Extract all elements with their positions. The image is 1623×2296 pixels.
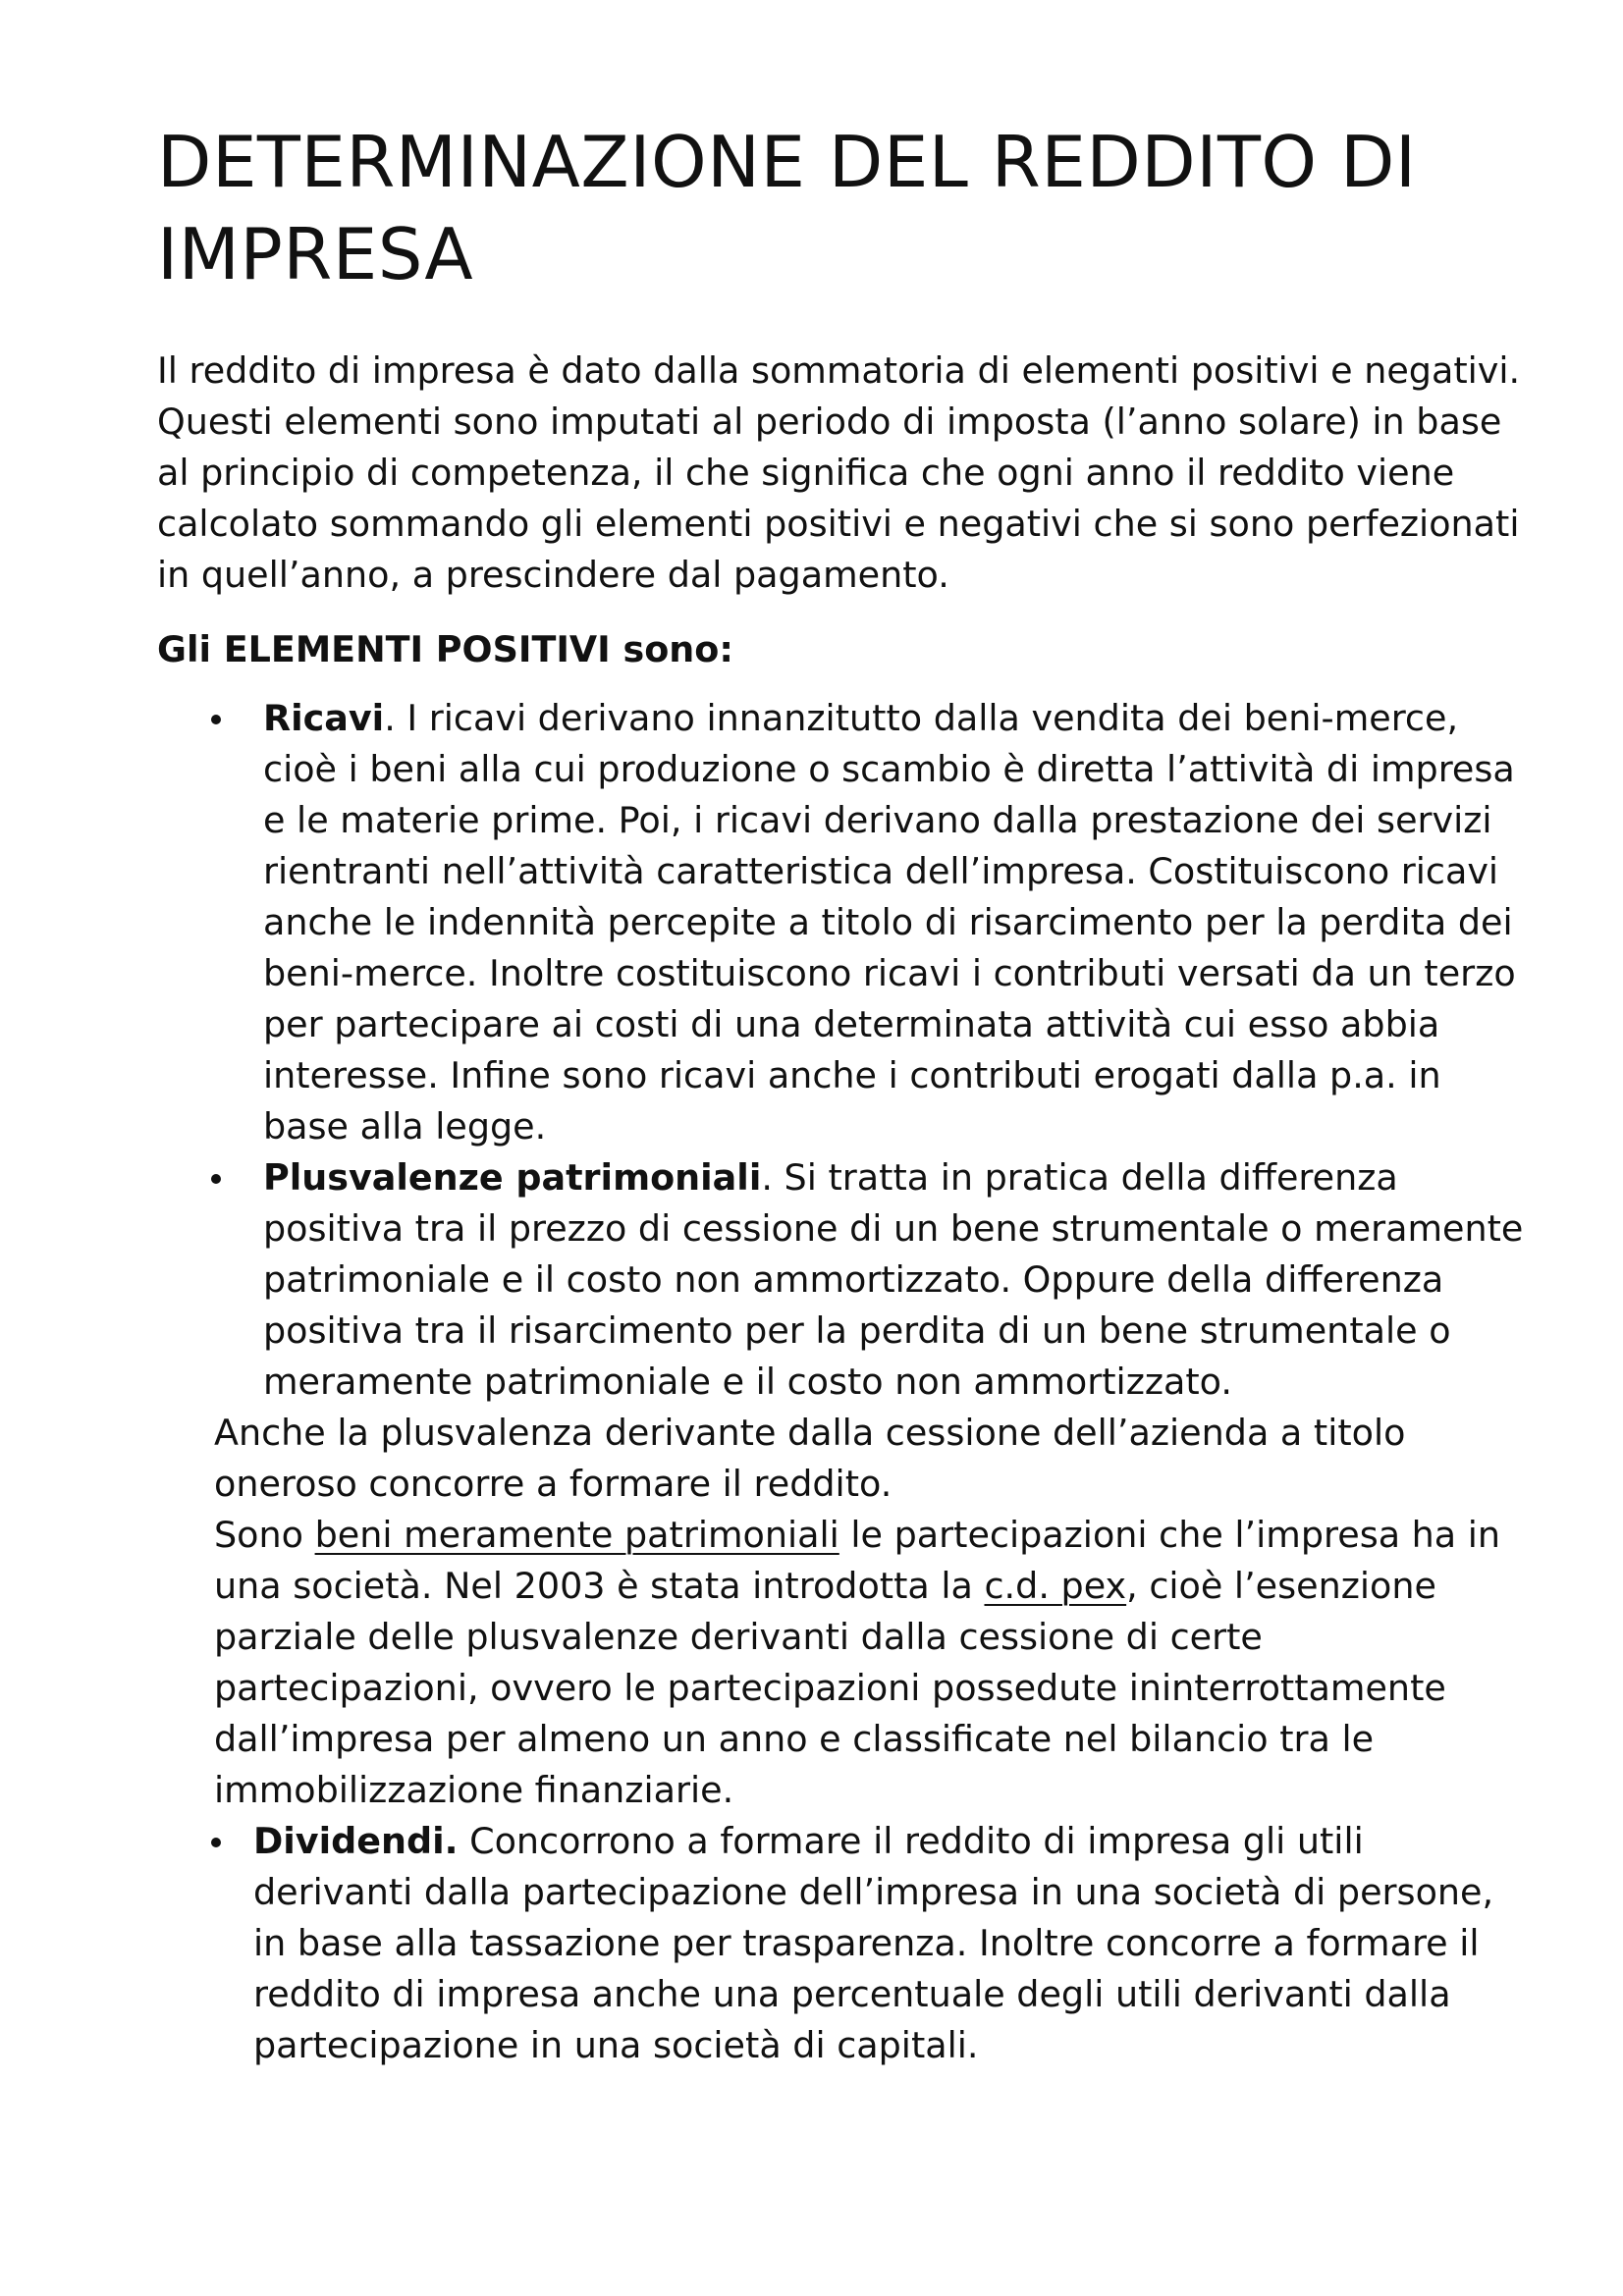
list-item-ricavi bbox=[157, 693, 1532, 1152]
text-plusvalenze: . Si tratta in pratica della differenza positiva tra il prezzo di cessione di un bene strumentale o meramente patrimoniale e il costo non ammortizzato. Oppure della differenza positiva tra il risarcimento per la perdita di un bene strumentale o meramente patrimoniale e il costo non ammortizzato. bbox=[263, 1156, 1524, 1403]
bullet-icon bbox=[211, 1174, 221, 1184]
beni-patrimoniali-underlined: beni meramente patrimoniali bbox=[314, 1514, 839, 1556]
beni-patrimoniali-paragraph: Sono beni meramente patrimoniali le partecipazioni che l’impresa ha in una società. Nel 2003 è stata introdotta la c.d. pex, cioè l’esenzione parziale delle plusvalenze derivanti dalla cessione di certe partecipazioni, ovvero le partecipazioni possedute ininterrottamente dall’impresa per almeno un anno e classificate nel bilancio tra le immobilizzazione finanziarie. bbox=[214, 1514, 1501, 1811]
text-dividendi: Concorrono a formare il reddito di impresa gli utili derivanti dalla partecipazione dell’impresa in una società di persone, in base alla tassazione per trasparenza. Inoltre concorre a formare il reddito di impresa anche una percentuale degli utili derivanti dalla partecipazione in una società di capitali. bbox=[253, 1820, 1494, 2066]
term-ricavi: Ricavi bbox=[263, 697, 385, 739]
intro-paragraph: Il reddito di impresa è dato dalla sommatoria di elementi positivi e negativi. Questi elementi sono imputati al periodo di imposta (l’anno solare) in base al principio di competenza, il che significa che ogni anno il reddito viene calcolato sommando gli elementi positivi e negativi che si sono perfezionati in quell’anno, a prescindere dal pagamento. bbox=[157, 349, 1521, 596]
page-title: DETERMINAZIONE DEL REDDITO DI IMPRESA bbox=[157, 121, 1417, 295]
list-item-dividendi bbox=[157, 1816, 1532, 2071]
text-ricavi: . I ricavi derivano innanzitutto dalla vendita dei beni-merce, cioè i beni alla cui produzione o scambio è diretta l’attività di impresa e le materie prime. Poi, i ricavi derivano dalla prestazione dei servizi rientranti nell’attività caratteristica dell’impresa. Costituiscono ricavi anche le indennità percepite a titolo di risarcimento per la perdita dei beni-merce. Inoltre costituiscono ricavi i contributi versati da un terzo per partecipare ai costi di una determinata attività cui esso abbia interesse. Infine sono ricavi anche i contributi erogati dalla p.a. in base alla legge. bbox=[263, 697, 1516, 1148]
document-page bbox=[157, 116, 1532, 2071]
bullet-icon bbox=[211, 715, 221, 724]
list-item-plusvalenze bbox=[157, 1152, 1532, 1408]
bullet-icon bbox=[211, 1838, 221, 1847]
positive-elements-list bbox=[157, 693, 1532, 1408]
term-plusvalenze: Plusvalenze patrimoniali bbox=[263, 1156, 762, 1199]
pex-underlined: c.d. pex bbox=[984, 1565, 1127, 1607]
positive-elements-heading: Gli ELEMENTI POSITIVI sono: bbox=[157, 628, 733, 670]
plusvalenza-azienda-paragraph: Anche la plusvalenza derivante dalla cessione dell’azienda a titolo oneroso concorre a formare il reddito. bbox=[214, 1412, 1406, 1505]
dividendi-list bbox=[157, 1816, 1532, 2071]
plusvalenze-notes bbox=[157, 1408, 1532, 1816]
term-dividendi: Dividendi. bbox=[253, 1820, 459, 1862]
